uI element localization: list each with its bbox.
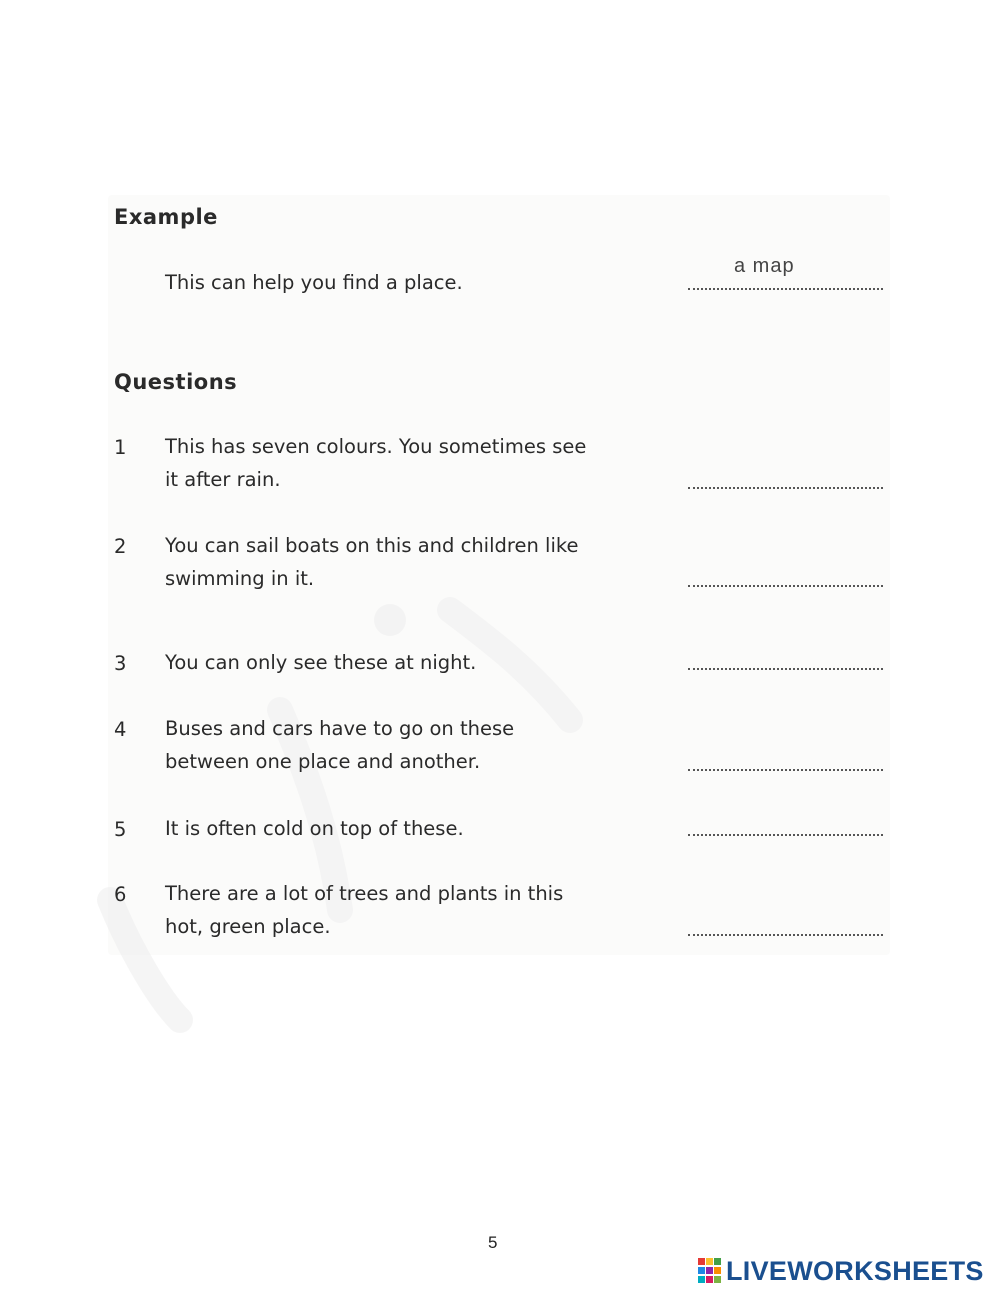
- question-line: There are a lot of trees and plants in this: [165, 882, 564, 905]
- example-clue: This can help you find a place.: [165, 271, 463, 294]
- question-4-answer-line[interactable]: [688, 769, 883, 771]
- question-2-answer-line[interactable]: [688, 585, 883, 587]
- question-number: 6: [114, 883, 127, 906]
- question-line: hot, green place.: [165, 915, 331, 938]
- liveworksheets-brand[interactable]: [698, 1256, 984, 1286]
- question-1-answer-line[interactable]: [688, 487, 883, 489]
- question-line: between one place and another.: [165, 750, 481, 773]
- question-1-text: [165, 430, 586, 496]
- example-heading: Example: [114, 205, 218, 229]
- question-number: 1: [114, 436, 127, 459]
- question-number: 2: [114, 535, 127, 558]
- question-line: You can sail boats on this and children like: [165, 534, 579, 557]
- question-4-text: [165, 712, 514, 778]
- questions-heading: Questions: [114, 370, 238, 394]
- question-2-text: [165, 529, 578, 595]
- page-number: 5: [488, 1233, 498, 1252]
- question-5-answer-line[interactable]: [688, 834, 883, 836]
- question-number: 4: [114, 718, 127, 741]
- liveworksheets-logo-icon: [698, 1258, 722, 1284]
- question-number: 5: [114, 818, 127, 841]
- example-answer-line: [688, 288, 883, 290]
- question-line: it after rain.: [165, 468, 281, 491]
- question-line: It is often cold on top of these.: [165, 817, 464, 840]
- question-3-text: [165, 646, 476, 679]
- question-line: Buses and cars have to go on these: [165, 717, 515, 740]
- question-3-answer-line[interactable]: [688, 668, 883, 670]
- question-line: This has seven colours. You sometimes see: [165, 435, 587, 458]
- brand-text: LIVEWORKSHEETS: [726, 1255, 984, 1286]
- question-line: swimming in it.: [165, 567, 315, 590]
- question-5-text: [165, 812, 464, 845]
- question-line: You can only see these at night.: [165, 651, 477, 674]
- question-number: 3: [114, 652, 127, 675]
- example-answer: a map: [734, 255, 795, 277]
- question-6-answer-line[interactable]: [688, 934, 883, 936]
- question-6-text: [165, 877, 563, 943]
